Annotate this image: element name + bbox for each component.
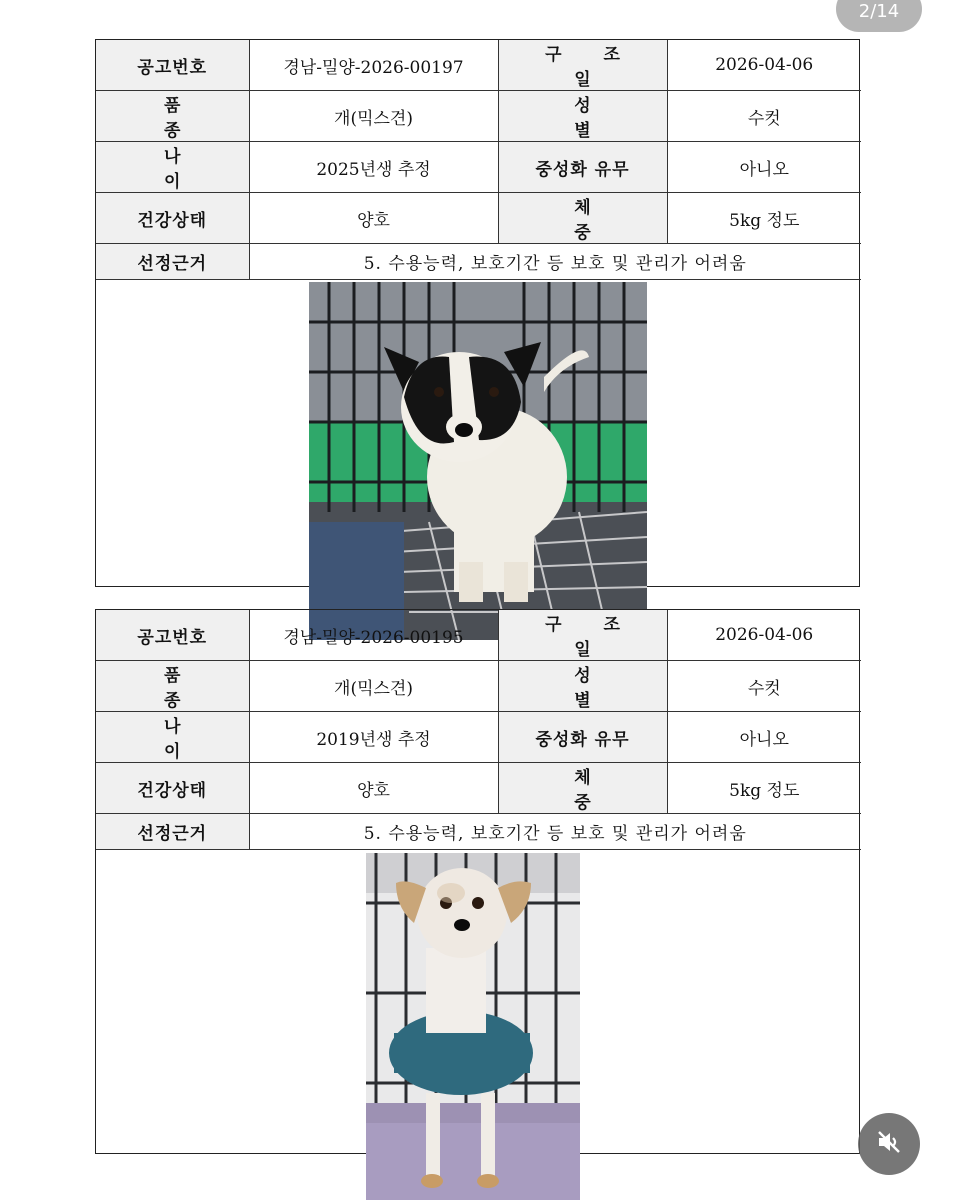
reason-label: 선정근거 (96, 244, 249, 280)
photo-area (96, 850, 859, 1200)
table-row (96, 712, 861, 763)
record-info-table (96, 610, 861, 850)
sex-value: 수컷 (667, 91, 861, 142)
sex-value: 수컷 (667, 661, 861, 712)
table-row (96, 91, 861, 142)
record-info-table (96, 40, 861, 280)
weight-label: 체 중 (498, 763, 667, 814)
weight-value: 5kg 정도 (667, 763, 861, 814)
table-row (96, 142, 861, 193)
breed-label: 품 종 (96, 91, 249, 142)
animal-record-card (95, 39, 860, 587)
age-label: 나 이 (96, 142, 249, 193)
neutered-value: 아니오 (667, 712, 861, 763)
table-row (96, 244, 861, 280)
table-row (96, 763, 861, 814)
health-label: 건강상태 (96, 193, 249, 244)
neutered-value: 아니오 (667, 142, 861, 193)
notice-no-label: 공고번호 (96, 40, 249, 91)
reason-value: 5. 수용능력, 보호기간 등 보호 및 관리가 어려움 (249, 814, 861, 850)
health-label: 건강상태 (96, 763, 249, 814)
neutered-label: 중성화 유무 (498, 712, 667, 763)
table-row (96, 610, 861, 661)
health-value: 양호 (249, 193, 498, 244)
rescue-date-value: 2026-04-06 (667, 40, 861, 91)
sex-label: 성 별 (498, 661, 667, 712)
table-row (96, 40, 861, 91)
page-counter: 2/14 (836, 0, 922, 32)
neutered-label: 중성화 유무 (498, 142, 667, 193)
notice-no-value: 경남-밀양-2026-00197 (249, 40, 498, 91)
photo-area (96, 280, 859, 644)
dog-photo (309, 282, 647, 640)
dog-photo (366, 853, 580, 1200)
reason-label: 선정근거 (96, 814, 249, 850)
speaker-muted-icon (875, 1128, 903, 1160)
table-row (96, 661, 861, 712)
weight-label: 체 중 (498, 193, 667, 244)
reason-value: 5. 수용능력, 보호기간 등 보호 및 관리가 어려움 (249, 244, 861, 280)
rescue-date-value: 2026-04-06 (667, 610, 861, 661)
age-value: 2025년생 추정 (249, 142, 498, 193)
notice-no-label: 공고번호 (96, 610, 249, 661)
notice-no-value: 경남-밀양-2026-00195 (249, 610, 498, 661)
health-value: 양호 (249, 763, 498, 814)
table-row (96, 193, 861, 244)
rescue-date-label: 구 조 일 (498, 610, 667, 661)
animal-record-card (95, 609, 860, 1154)
breed-label: 품 종 (96, 661, 249, 712)
weight-value: 5kg 정도 (667, 193, 861, 244)
rescue-date-label: 구 조 일 (498, 40, 667, 91)
breed-value: 개(믹스견) (249, 661, 498, 712)
mute-button[interactable] (858, 1113, 920, 1175)
sex-label: 성 별 (498, 91, 667, 142)
breed-value: 개(믹스견) (249, 91, 498, 142)
age-label: 나 이 (96, 712, 249, 763)
age-value: 2019년생 추정 (249, 712, 498, 763)
table-row (96, 814, 861, 850)
